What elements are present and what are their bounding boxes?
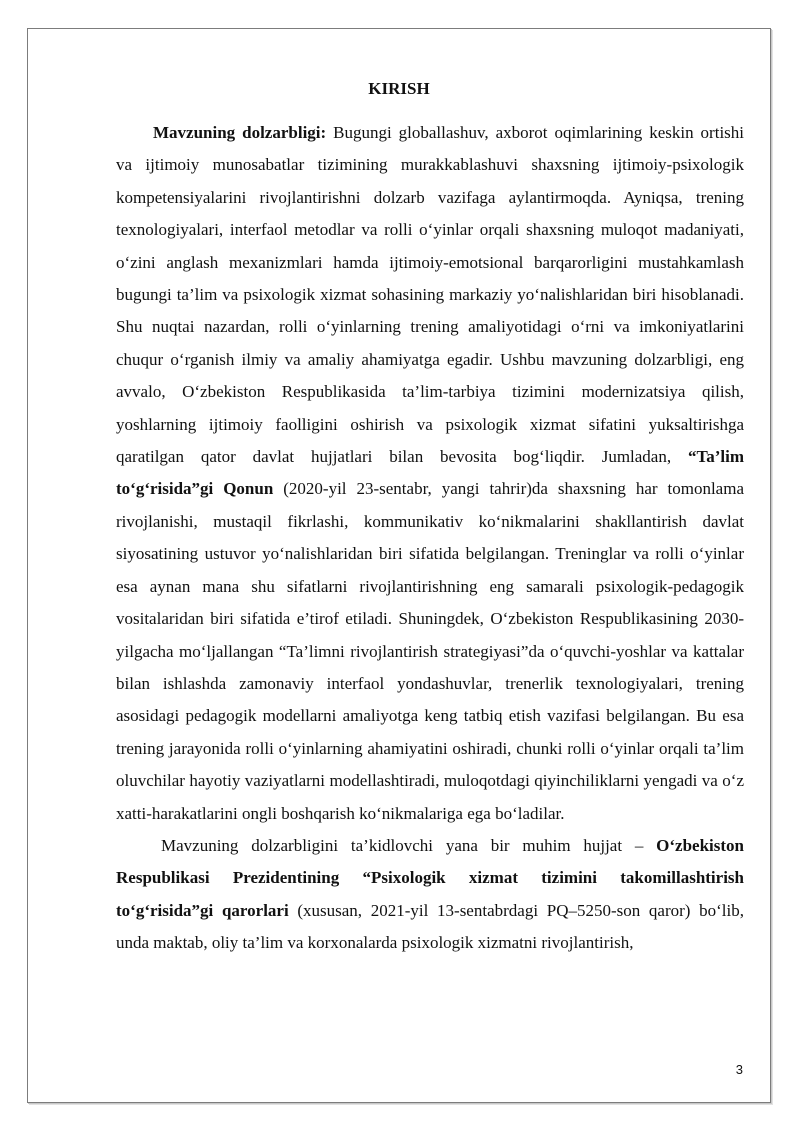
paragraph-text: (2020-yil 23-sentabr, yangi tahrir)da shaxsning har tomonlama rivojlanishi, mustaqil fikrlashi, kommunikativ ko‘nikmalarini shakllantirish davlat siyosatining ustuvor yo‘nalishlaridan biri sifatida belgilangan. Treninglar va rolli o‘yinlar esa aynan mana shu sifatlarni rivojlantirishning eng samarali psixologik-pedagogik vositalaridan biri sifatida e’tirof etiladi. Shuningdek, O‘zbekiston Respublikasining 2030-yilgacha mo‘ljallangan “Ta’limni rivojlantirish strategiyasi”da o‘quvchi-yoshlar va kattalar bilan ishlashda zamonaviy interfaol yondashuvlar, trenerlik texnologiyalari, trening asosidagi pedagogik modellarni amaliyotga keng tatbiq etish vazifasi belgilangan. Bu esa trening jarayonida rolli o‘yinlarning ahamiyatini oshiradi, chunki rolli o‘yinlar orqali ta’lim oluvchilar hayotiy vaziyatlarni modellashtiradi, muloqotdagi qiyinchiliklarni yengadi va o‘z xatti-harakatlarini ongli boshqarish ko‘nikmalariga ega bo‘ladilar.: [116, 479, 744, 823]
paragraph-text: (xususan, 2021-yil 13-sentabrdagi PQ–5250-son qaror) bo‘lib, unda maktab, oliy ta’lim va korxonalarda psixologik xizmatni rivojlantirish,: [116, 900, 744, 953]
law-reference: “Ta’lim to‘g‘risida”gi Qonun: [116, 447, 744, 499]
document-page: [27, 28, 771, 1103]
paragraph-text: Bugungi globallashuv, axborot oqimlarining keskin ortishi va ijtimoiy munosabatlar tizimining murakkablashuvi shaxsning ijtimoiy-psixologik kompetensiyalarini rivojlantirishni dolzarb vazifaga aylantirmoqda. Ayniqsa, trening texnologiyalari, interfaol metodlar va rolli o‘yinlar orqali shaxsning muloqot madaniyati, o‘zini anglash mexanizmlari hamda ijtimoiy-emotsional barqarorligini mustahkamlash bugungi ta’lim va psixologik xizmat sohasining markaziy yo‘nalishlaridan biri hisoblanadi. Shu nuqtai nazardan, rolli o‘yinlarning trening amaliyotidagi o‘rni va imkoniyatlarini chuqur o‘rganish ilmiy va amaliy ahamiyatga egadir. Ushbu mavzuning dolzarbligi, eng avvalo, O‘zbekiston Respublikasida ta’lim-tarbiya tizimini modernizatsiya qilish, yoshlarning ijtimoiy faolligini oshirish va psixologik xizmat sifatini yuksaltirishga qaratilgan qator davlat hujjatlari bilan bevosita bog‘liqdir. Jumladan,: [116, 123, 745, 467]
page-number: 3: [735, 1062, 743, 1077]
paragraph-decree: [116, 830, 744, 960]
document-body: [116, 117, 744, 960]
page-title: KIRISH: [368, 79, 430, 98]
paragraph-text: Mavzuning dolzarbligini ta’kidlovchi yana bir muhim hujjat –: [161, 835, 657, 855]
paragraph-relevance: [116, 117, 744, 830]
relevance-heading: Mavzuning dolzarbligi:: [153, 123, 327, 142]
decree-reference: O‘zbekiston Respublikasi Prezidentining “Psixologik xizmat tizimini takomillashtirish to‘g‘risida”gi qarorlari: [116, 835, 744, 920]
